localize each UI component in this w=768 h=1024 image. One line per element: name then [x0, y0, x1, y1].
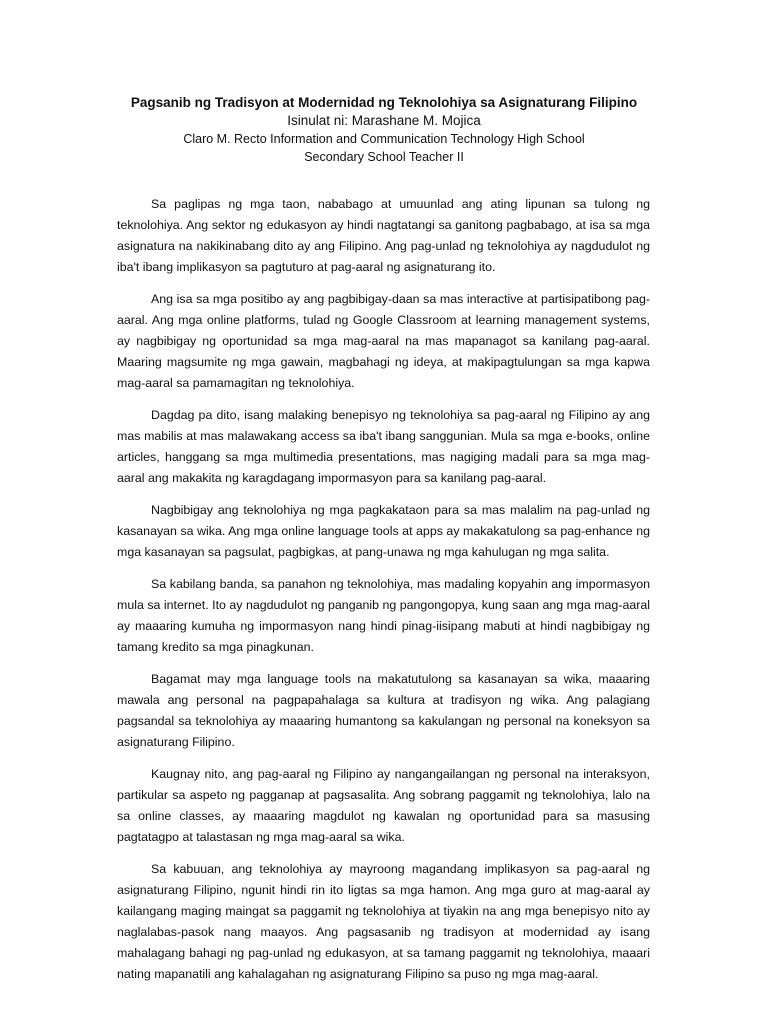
paragraph-5: Sa kabilang banda, sa panahon ng teknolohiya, mas madaling kopyahin ang impormasyon mula sa internet. Ito ay nagdudulot ng panganib ng pangongopya, kung saan ang mga mag-aaral ay maaaring kumuha ng impormasyon nang hindi pinag-iisipang mabuti at hindi nagbibigay ng tamang kredito sa mga pinagkunan. — [117, 577, 650, 654]
paragraph-8: Sa kabuuan, ang teknolohiya ay mayroong magandang implikasyon sa pag-aaral ng asignaturang Filipino, ngunit hindi rin ito ligtas sa mga hamon. Ang mga guro at mag-aaral ay kailangang maging maingat sa paggamit ng teknolohiya at tiyakin na ang mga benepisyo nito ay naglalabas-pasok nang maayos. Ang pagsasanib ng tradisyon at modernidad ay isang mahalagang bahagi ng pag-unlad ng edukasyon, at sa tamang paggamit ng teknolohiya, maaari nating mapanatili ang kahalagahan ng asignaturang Filipino sa puso ng mga mag-aaral. — [117, 862, 650, 981]
paragraph-7: Kaugnay nito, ang pag-aaral ng Filipino ay nangangailangan ng personal na interaksyon, partikular sa aspeto ng pagganap at pagsasalita. Ang sobrang paggamit ng teknolohiya, lalo na sa online classes, ay maaaring magdulot ng kawalan ng oportunidad para sa masusing pagtatagpo at talastasan ng mga mag-aaral sa wika. — [117, 767, 650, 844]
document-position: Secondary School Teacher II — [304, 150, 464, 164]
paragraph-6: Bagamat may mga language tools na makatutulong sa kasanayan sa wika, maaaring mawala ang personal na pagpapahalaga sa kultura at tradisyon ng wika. Ang palagiang pagsandal sa teknolohiya ay maaaring humantong sa kakulangan ng personal na koneksyon sa asignaturang Filipino. — [117, 672, 650, 749]
document-title: Pagsanib ng Tradisyon at Modernidad ng Teknolohiya sa Asignaturang Filipino — [130, 95, 638, 110]
paragraph-2: Ang isa sa mga positibo ay ang pagbibigay-daan sa mas interactive at partisipatibong pag-aaral. Ang mga online platforms, tulad ng Google Classroom at learning management systems, ay nagbibigay ng oportunidad sa mga mag-aaral na mas mapanagot sa kanilang pag-aaral. Maaring magsumite ng mga gawain, magbahagi ng ideya, at makipagtulungan sa mga kapwa mag-aaral sa pamamagitan ng teknolohiya. — [117, 292, 650, 390]
paragraph-4: Nagbibigay ang teknolohiya ng mga pagkakataon para sa mas malalim na pag-unlad ng kasanayan sa wika. Ang mga online language tools at apps ay makakatulong sa pag-enhance ng mga kasanayan sa pagsulat, pagbigkas, at pang-unawa ng mga kahulugan ng mga salita. — [117, 503, 650, 559]
document-header — [0, 94, 768, 166]
document-author: Isinulat ni: Marashane M. Mojica — [287, 113, 481, 128]
document-school: Claro M. Recto Information and Communication Technology High School — [183, 132, 585, 146]
document-body — [117, 194, 650, 996]
paragraph-1: Sa paglipas ng mga taon, nababago at umuunlad ang ating lipunan sa tulong ng teknolohiya. Ang sektor ng edukasyon ay hindi nagtatangi sa ganitong pagbabago, at isa sa mga asignatura na nakikinabang dito ay ang Filipino. Ang pag-unlad ng teknolohiya ay nagdudulot ng iba't ibang implikasyon sa pagtuturo at pag-aaral ng asignaturang ito. — [117, 197, 650, 274]
paragraph-3: Dagdag pa dito, isang malaking benepisyo ng teknolohiya sa pag-aaral ng Filipino ay ang mas mabilis at mas malawakang access sa iba't ibang sanggunian. Mula sa mga e-books, online articles, hanggang sa mga multimedia presentations, mas nagiging madali para sa mga mag-aaral ang makakita ng karagdagang impormasyon para sa kanilang pag-aaral. — [117, 408, 650, 485]
